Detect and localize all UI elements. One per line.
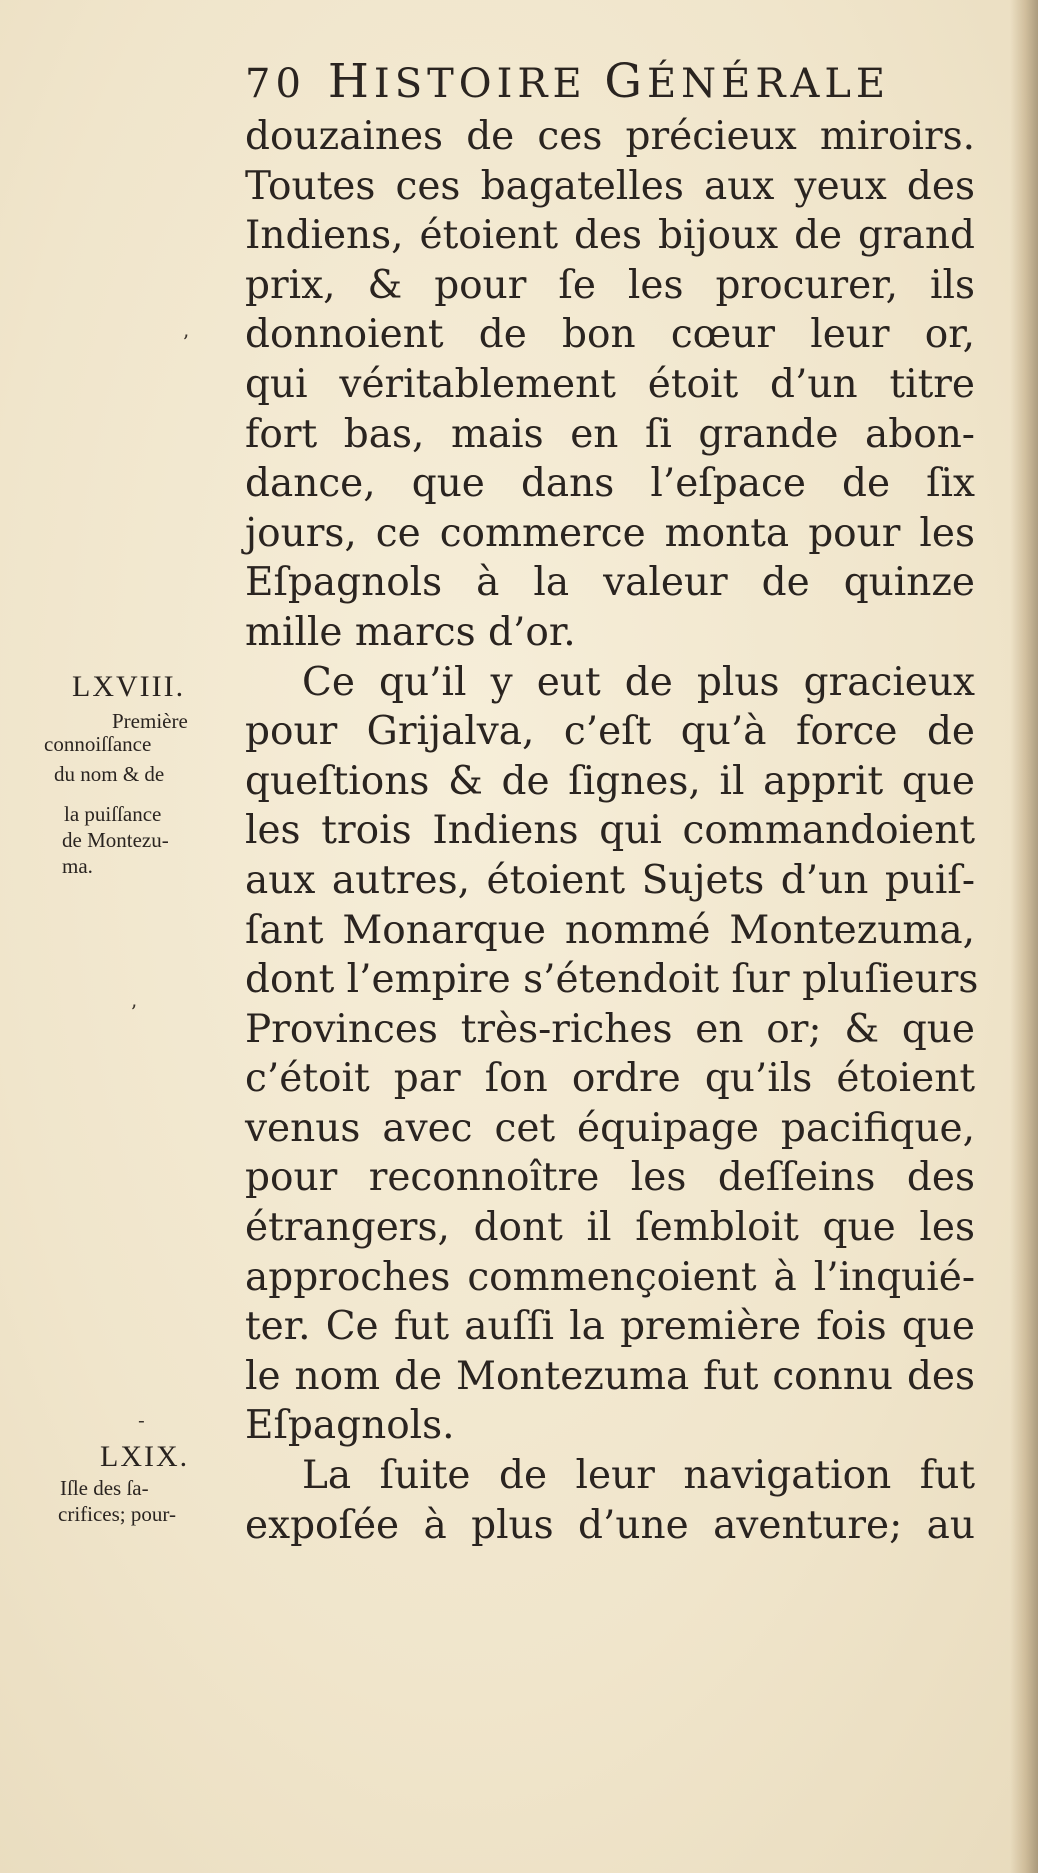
text-line: Eſpagnols. xyxy=(245,1403,455,1449)
text-line: douzaines de ces précieux miroirs. xyxy=(245,114,975,159)
header-initial-2: G xyxy=(604,54,647,109)
margin-note-line: ma. xyxy=(62,854,93,878)
margin-note-line: de Montezu- xyxy=(62,828,169,852)
paragraph-start-line: Ce qu’il y eut de plus gracieux xyxy=(302,659,975,705)
running-header xyxy=(245,52,975,112)
margin-note-line: connoiſſance xyxy=(44,732,152,756)
page-number: 70 xyxy=(245,61,306,107)
margin-note-line: Iſle des ſa- xyxy=(60,1476,149,1500)
text-line: approches commençoient à l’inquié- xyxy=(245,1254,975,1300)
margin-note-number: LXIX. xyxy=(100,1440,190,1473)
margin-note-line: du nom & de xyxy=(54,762,165,786)
margin-note-line: la puiſſance xyxy=(64,802,162,826)
text-line: mille marcs d’or. xyxy=(245,609,576,655)
header-word-1: ISTOIRE xyxy=(373,61,587,107)
text-line: Indiens, étoient des bijoux de grand xyxy=(245,213,975,259)
paragraph-start-line: La ſuite de leur navigation fut xyxy=(302,1453,975,1499)
text-line: ter. Ce fut auſſi la première fois que xyxy=(245,1304,975,1350)
main-text-column xyxy=(245,112,979,1550)
text-line: Provinces très-riches en or; & que xyxy=(245,1006,975,1052)
text-line: donnoient de bon cœur leur or, xyxy=(245,312,975,358)
header-word-2: ÉNÉRALE xyxy=(646,61,891,107)
header-initial-1: H xyxy=(327,54,374,109)
text-line: dance, que dans l’eſpace de ſix xyxy=(245,461,975,507)
margin-note-line: Première xyxy=(112,709,188,733)
text-line: le nom de Montezuma fut connu des xyxy=(245,1353,975,1399)
text-line: queſtions & de ſignes, il apprit que xyxy=(245,758,975,804)
text-line: expoſée à plus d’une aventure; au xyxy=(245,1502,975,1548)
text-line: jours, ce commerce monta pour les xyxy=(245,510,975,556)
text-line: ſant Monarque nommé Montezuma, xyxy=(245,907,975,953)
margin-note-line: crifices; pour- xyxy=(58,1502,176,1526)
text-line: pour Grijalva, c’eſt qu’à force de xyxy=(245,709,975,755)
text-line: Eſpagnols à la valeur de quinze xyxy=(245,560,975,606)
text-line: Toutes ces bagatelles aux yeux des xyxy=(245,163,975,209)
page-edge-shadow xyxy=(1010,0,1038,1873)
text-line: fort bas, mais en ſi grande abon- xyxy=(245,411,975,457)
text-line: aux autres, étoient Sujets d’un puiſ- xyxy=(245,857,975,903)
text-line: les trois Indiens qui commandoient xyxy=(245,808,975,854)
margin-note-number: LXVIII. xyxy=(72,670,186,703)
text-line: c’étoit par ſon ordre qu’ils étoient xyxy=(245,1056,975,1102)
stray-mark: ʼ xyxy=(182,330,189,354)
text-line: prix, & pour ſe les procurer, ils xyxy=(245,262,975,308)
text-line: pour reconnoître les deſſeins des xyxy=(245,1155,975,1201)
stray-mark: ʼ xyxy=(130,1000,137,1024)
text-line: venus avec cet équipage pacifique, xyxy=(245,1105,975,1151)
text-line: qui véritablement étoit d’un titre xyxy=(245,361,975,407)
stray-mark: - xyxy=(138,1408,145,1432)
text-line: dont l’empire s’étendoit ſur pluſieurs xyxy=(245,957,979,1003)
text-line: étrangers, dont il ſembloit que les xyxy=(245,1205,975,1251)
